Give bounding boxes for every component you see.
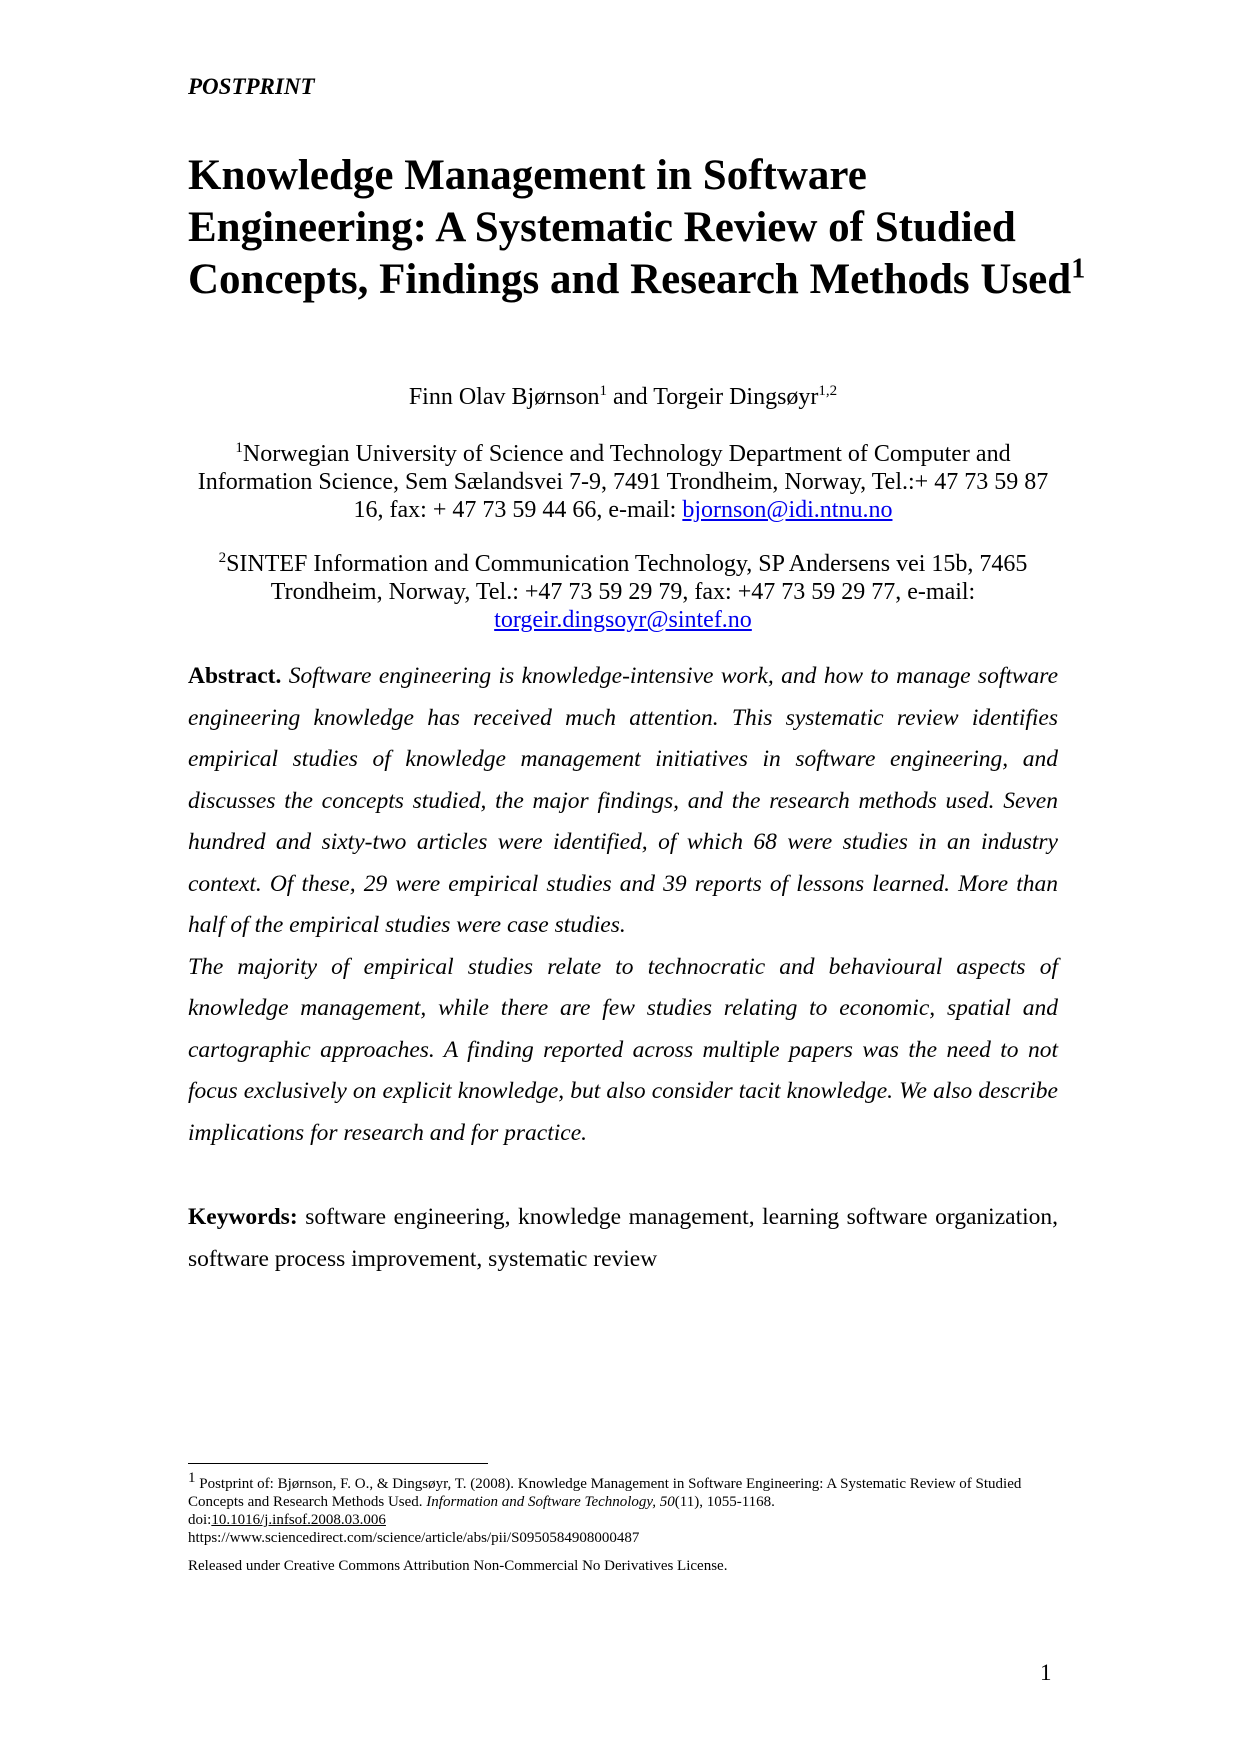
footnote-journal: Information and Software Technology, 50 <box>426 1494 675 1510</box>
affiliation-2-text: SINTEF Information and Communication Technology, SP Andersens vei 15b, 7465 Trondheim, Norway, Tel.: +47 73 59 29 79, fax: +47 73 59 29 77, e-mail: <box>226 551 1028 605</box>
affiliation-1-mark: 1 <box>235 440 243 456</box>
footnote-citation-end: (11), 1055-1168. <box>674 1494 775 1510</box>
email-link-bjornson[interactable]: bjornson@idi.ntnu.no <box>682 497 893 523</box>
title-footnote-mark[interactable]: 1 <box>1071 253 1086 285</box>
footnote-divider <box>188 1463 488 1464</box>
abstract-label: Abstract. <box>188 663 282 689</box>
keywords-label: Keywords: <box>188 1204 298 1230</box>
author-1-affiliation: 1 <box>599 383 608 399</box>
footnote-doi-prefix: doi: <box>188 1512 212 1528</box>
postprint-label: POSTPRINT <box>188 74 315 99</box>
abstract-paragraph-1 <box>188 656 1058 947</box>
footnote-citation <box>188 1470 1058 1511</box>
affiliation-2-mark: 2 <box>218 550 227 566</box>
footnote <box>188 1470 1058 1575</box>
abstract-text-1: Software engineering is knowledge-intensive work, and how to manage software engineering knowledge has received much attention. This systematic review identifies empirical studies of knowledge management initiatives in software engineering, and discusses the concepts studied, the major findings, and the research methods used. Seven hundred and sixty-two articles were identified, of which 68 were studies in an industry context. Of these, 29 were empirical studies and 39 reports of lessons learned. More than half of the empirical studies were case studies. <box>188 663 1059 938</box>
footnote-doi-link[interactable]: 10.1016/j.infsof.2008.03.006 <box>211 1512 386 1528</box>
affiliation-2 <box>188 550 1058 634</box>
abstract-paragraph-2: The majority of empirical studies relate to technocratic and behavioural aspects of knowledge management, while there are few studies relating to economic, spatial and cartographic approaches. A finding reported across multiple papers was the need to not focus exclusively on explicit knowledge, but also consider tacit knowledge. We also describe implications for research and for practice. <box>188 953 1058 1146</box>
author-connector: and <box>607 384 654 410</box>
affiliation-1-text: Norwegian University of Science and Technology Department of Computer and Information Science, Sem Sælandsvei 7-9, 7491 Trondheim, Norway, Tel.:+ 47 73 59 87 16, fax: + 47 73 59 44 66, e-mail: <box>197 441 1049 523</box>
author-2: Torgeir Dingsøyr <box>653 384 819 410</box>
keywords <box>188 1197 1058 1280</box>
keywords-text: software engineering, knowledge management, learning software organization, software process improvement, systematic review <box>188 1204 1059 1272</box>
author-1: Finn Olav Bjørnson <box>408 384 600 410</box>
footnote-citation-start: Postprint of: Bjørnson, F. O., & Dingsøyr, T. (2008). Knowledge Management in Software Engineering: A Systematic Review of Studied Concepts and Research Methods Used. <box>188 1476 1022 1510</box>
footnote-url[interactable]: https://www.sciencedirect.com/science/article/abs/pii/S0950584908000487 <box>188 1530 640 1546</box>
author-2-affiliation: 1,2 <box>818 383 838 399</box>
page-number: 1 <box>1040 1660 1052 1685</box>
affiliation-1 <box>188 440 1058 524</box>
footnote-doi-line <box>188 1511 1058 1529</box>
abstract <box>188 656 1058 1154</box>
email-link-dingsoyr[interactable]: torgeir.dingsoyr@sintef.no <box>494 607 752 633</box>
footnote-mark: 1 <box>188 1470 196 1486</box>
title-text: Knowledge Management in Software Engineering: A Systematic Review of Studied Concepts, Findings and Research Methods Used <box>188 152 1072 303</box>
author-line <box>188 383 1058 411</box>
footnote-license: Released under Creative Commons Attribution Non-Commercial No Derivatives License. <box>188 1558 728 1574</box>
paper-title <box>188 150 1088 306</box>
